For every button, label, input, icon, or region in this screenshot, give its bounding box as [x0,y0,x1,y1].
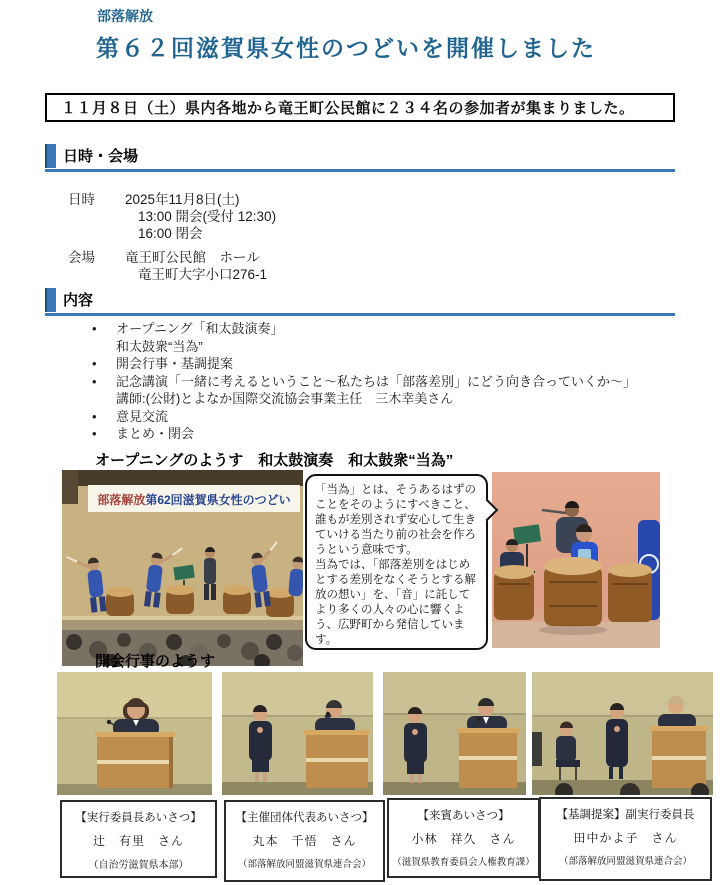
bullet-icon: • [92,426,97,441]
datetime-line: 13:00 開会(受付 12:30) [138,209,277,224]
supertitle: 部落解放 [97,8,153,24]
list-item-text: 和太鼓衆“当為” [116,338,203,354]
caption-name: 辻 有里 さん [92,834,184,848]
opening-heading: オープニングのようす 和太鼓演奏 和太鼓衆“当為” [95,452,454,469]
podium [95,732,175,788]
venue-line: 竜王町公民館 ホール [125,250,260,265]
bullet-icon: • [92,356,97,371]
caption-name: 田中かよ子 さん [573,831,678,845]
ceremony-heading: 開会行事のようす [95,653,216,670]
section-bar-icon [45,288,56,312]
stage-banner-text-red: 部落解放 [97,493,146,507]
list-item [88,408,660,426]
podium-speaker-illustration [57,672,212,795]
photo-keynote-proposal [532,672,713,795]
bullet-icon: • [92,321,97,336]
photo-chair-greeting [57,672,212,795]
section-title: 内容 [63,292,94,309]
section-header-schedule [45,143,675,172]
podium [457,728,519,788]
caption-role: 【主催団体代表あいさつ】 [235,812,374,824]
podium-speaker-illustration [222,672,373,795]
podium-speaker-illustration [383,672,526,795]
caption-role: 【来賓あいさつ】 [417,810,510,822]
list-item-text: 意見交流 [116,408,169,424]
list-item [88,355,660,373]
list-item-text: まとめ・閉会 [116,426,195,441]
caption-name: 丸本 千悟 さん [252,834,357,848]
lead-box [45,93,675,122]
list-item-text: 記念講演「一緒に考えるということ～私たちは「部落差別」にどう向き合っていくか～」 [116,373,637,389]
section-bar-icon [45,144,56,168]
caption-org: （部落解放同盟滋賀県連合会） [237,859,371,870]
caption-organizer [224,800,385,882]
podium-speaker-illustration [532,672,713,795]
podium [650,726,708,788]
list-item-text: オープニング「和太鼓演奏」 [116,321,284,336]
photo-taiko-stage [62,470,303,666]
program-list [88,320,660,443]
list-item-text: 講師:(公財)とよなか国際交流協会事業主任 三木幸美さん [116,391,454,406]
list-item-text: 開会行事・基調提案 [116,356,234,371]
caption-role: 【実行委員長あいさつ】 [75,812,202,824]
caption-chair [60,800,217,878]
touu-description-bubble [305,474,488,650]
list-item [88,425,660,443]
caption-org: （滋賀県教育委員会人権教育課） [392,857,535,868]
photo-organizer-greeting [222,672,373,795]
datetime-label: 日時 [68,192,95,207]
venue-label: 会場 [68,250,95,265]
list-item [88,320,660,355]
bullet-icon: • [92,408,97,424]
datetime-line: 16:00 閉会 [138,226,203,241]
taiko-drummers-illustration [492,472,660,648]
section-header-contents [45,287,675,316]
podium [304,730,370,788]
bubble-paragraph: 「当為」とは、そうあるはずのことをそのようにすべきこと、誰もが差別されず安心して生きていける当たり前の社会を作ろうという意味です。 [315,484,476,556]
svg-text:部落解放第62回滋賀県女性のつどい [97,492,290,507]
datetime-line: 2025年11月8日(土) [125,192,240,207]
stage-banner-text-blue: 第62回滋賀県女性のつどい [145,493,291,507]
lead-text: １１月８日（土）県内各地から竜王町公民館に２３４名の参加者が集まりました。 [61,100,635,117]
photo-guest-greeting [383,672,526,795]
bullet-icon: • [92,373,97,389]
caption-keynote [539,797,712,881]
caption-guest [387,798,540,878]
bubble-paragraph: 当為では、「部落差別をはじめとする差別をなくそうとする解放の想い」を、「音」に託してより多くの人々の心に響くよう、広野町から発信しています。 [315,559,476,646]
list-item [88,373,660,408]
caption-org: （部落解放同盟滋賀県連合会） [558,856,692,867]
caption-name: 小林 祥久 さん [411,832,516,846]
caption-role: 【基調提案】副実行委員長 [556,809,695,821]
caption-org: （自治労滋賀県本部） [88,860,189,871]
page-title: 第６２回滋賀県女性のつどいを開催しました [96,35,596,61]
photo-taiko-drummers [492,472,660,648]
section-title: 日時・会場 [63,148,139,165]
venue-line: 竜王町大字小口276-1 [138,267,268,282]
taiko-stage-illustration [62,470,303,666]
